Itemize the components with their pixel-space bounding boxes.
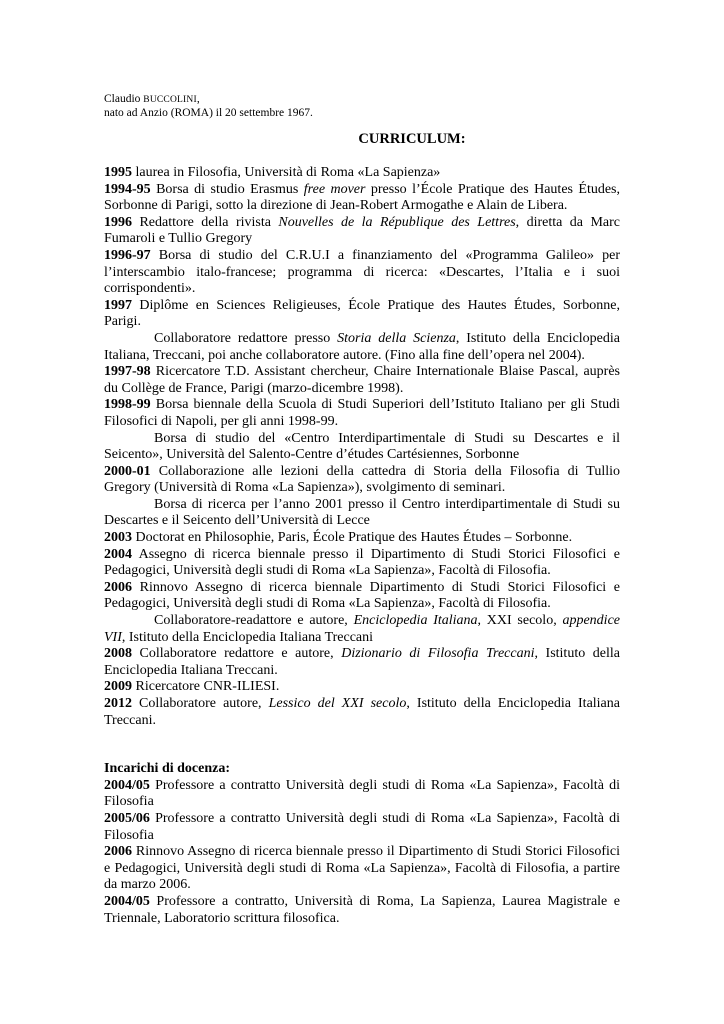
cv-entry: Collaboratore-readattore e autore, Enciclopedia Italiana, XXI secolo, appendice VII, Istituto della Enciclopedia Italiana Treccani: [104, 613, 620, 645]
cv-entry: 2006 Rinnovo Assegno di ricerca biennale Dipartimento di Studi Storici Filosofici e Pedagogici, Università degli studi di Roma «La Sapienza», Facoltà di Filosofia.: [104, 579, 620, 612]
cv-entry: Borsa di ricerca per l’anno 2001 presso il Centro interdipartimentale di Studi su Descartes e il Seicento dell’Università di Lecce: [104, 496, 620, 529]
cv-entry: 2012 Collaboratore autore, Lessico del XXI secolo, Istituto della Enciclopedia Italiana Treccani.: [104, 696, 620, 728]
cv-entry: 1996-97 Borsa di studio del C.R.U.I a finanziamento del «Programma Galileo» per l’interscambio italo-francese; programma di ricerca: «Descartes, l’Italia e i suoi corrispondenti».: [104, 247, 620, 297]
cv-entry: 1994-95 Borsa di studio Erasmus free mover presso l’École Pratique des Hautes Études, Sorbonne di Parigi, sotto la direzione di Jean-Robert Armogathe e Alain de Libera.: [104, 181, 621, 214]
teaching-entry: 2004/05 Professore a contratto Università degli studi di Roma «La Sapienza», Facoltà di Filosofia: [104, 777, 620, 810]
cv-entry: 1995 laurea in Filosofia, Università di Roma «La Sapienza»: [104, 165, 441, 180]
teaching-entry: 2004/05 Professore a contratto, Università di Roma, La Sapienza, Laurea Magistrale e Triennale, Laboratorio scrittura filosofica.: [104, 893, 620, 926]
author-name: Claudio BUCCOLINI,: [104, 93, 200, 105]
cv-entry: 2000-01 Collaborazione alle lezioni della cattedra di Storia della Filosofia di Tullio Gregory (Università di Roma «La Sapienza»), svolgimento di seminari.: [104, 463, 620, 496]
cv-entry: 2009 Ricercatore CNR-ILIESI.: [104, 679, 280, 695]
cv-body: [104, 165, 620, 927]
cv-entry: 1997 Diplôme en Sciences Religieuses, École Pratique des Hautes Études, Sorbonne, Parigi.: [104, 297, 620, 330]
cv-entry: Borsa di studio del «Centro Interdipartimentale di Studi su Descartes e il Seicento», Università del Salento-Centre d’études Cartésiennes, Sorbonne: [104, 430, 620, 463]
author-birth: nato ad Anzio (ROMA) il 20 settembre 1967.: [104, 107, 313, 119]
cv-entry: 1997-98 Ricercatore T.D. Assistant chercheur, Chaire Internationale Blaise Pascal, auprès du Collège de France, Parigi (marzo-dicembre 1998).: [104, 364, 620, 396]
cv-entry: Collaboratore redattore presso Storia della Scienza, Istituto della Enciclopedia Italiana, Treccani, poi anche collaboratore autore. (Fino alla fine dell’opera nel 2004).: [104, 330, 620, 363]
teaching-entry: 2006 Rinnovo Assegno di ricerca biennale presso il Dipartimento di Studi Storici Filosofici e Pedagogici, Università degli studi di Roma «La Sapienza», Facoltà di Filosofia, a partire da marzo 2006.: [104, 844, 620, 893]
teaching-entry: 2005/06 Professore a contratto Università degli studi di Roma «La Sapienza», Facoltà di Filosofia: [104, 810, 620, 843]
section-gap: [104, 729, 620, 761]
cv-entry: 2008 Collaboratore redattore e autore, Dizionario di Filosofia Treccani, Istituto della Enciclopedia Italiana Treccani.: [104, 646, 620, 678]
cv-entry: 1996 Redattore della rivista Nouvelles de la République des Lettres, diretta da Marc Fumaroli e Tullio Gregory: [104, 214, 620, 247]
teaching-heading: Incarichi di docenza:: [104, 761, 230, 777]
cv-entry: 2003 Doctorat en Philosophie, Paris, École Pratique des Hautes Études – Sorbonne.: [104, 530, 573, 546]
page-title: CURRICULUM:: [358, 131, 466, 147]
cv-entry: 1998-99 Borsa biennale della Scuola di Studi Superiori dell’Istituto Italiano per gli Studi Filosofici di Napoli, per gli anni 1998-99.: [104, 397, 620, 429]
cv-entry: 2004 Assegno di ricerca biennale presso il Dipartimento di Studi Storici Filosofici e Pedagogici, Università degli studi di Roma «La Sapienza», Facoltà di Filosofia.: [104, 546, 620, 579]
